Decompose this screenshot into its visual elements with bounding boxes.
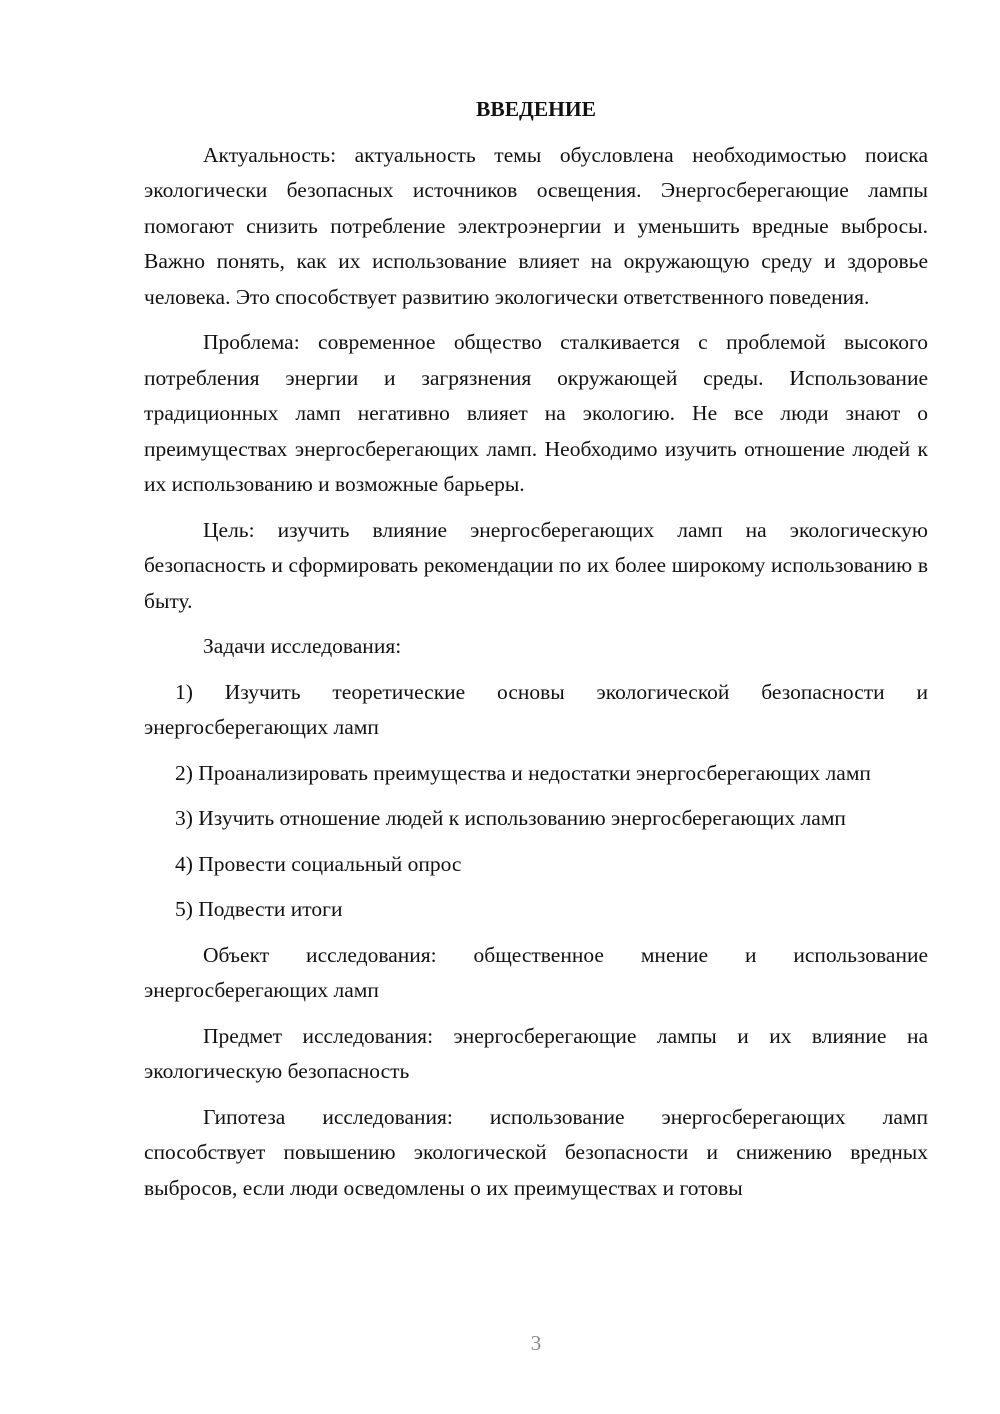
task-item: 5) Подвести итоги (175, 897, 343, 921)
task-item: 2) Проанализировать преимущества и недостатки энергосберегающих ламп (175, 760, 871, 785)
paragraph-relevance: Актуальность: актуальность темы обусловлена необходимостью поиска экологически безопасных источников освещения. Энергосберегающие лампы помогают снизить потребление электроэнергии и уменьшить вредные выбросы. Важно понять, как их использование влияет на окружающую среду и здоровье человека. Это способствует развитию экологически ответственного поведения. (144, 142, 928, 309)
page-number: 3 (530, 1331, 542, 1355)
paragraph-object: Объект исследования: общественное мнение и использование энергосберегающих ламп (144, 942, 928, 1002)
paragraph-goal: Цель: изучить влияние энергосберегающих ламп на экологическую безопасность и сформировать рекомендации по их более широкому использованию в быту. (144, 517, 928, 613)
paragraph-tasks-heading: Задачи исследования: (203, 634, 402, 658)
paragraph-problem: Проблема: современное общество сталкивается с проблемой высокого потребления энергии и загрязнения окружающей среды. Использование традиционных ламп негативно влияет на экологию. Не все люди знают о преимуществах энергосберегающих ламп. Необходимо изучить отношение людей к их использованию и возможные барьеры. (144, 330, 928, 496)
task-item: 4) Провести социальный опрос (175, 851, 462, 876)
paragraph-hypothesis: Гипотеза исследования: использование энергосберегающих ламп способствует повышению экологической безопасности и снижению вредных выбросов, если люди осведомлены о их преимуществах и готовы (144, 1104, 928, 1200)
task-item: 1) Изучить теоретические основы экологической безопасности и энергосберегающих ламп (144, 679, 928, 739)
task-item: 3) Изучить отношение людей к использованию энергосберегающих ламп (175, 806, 846, 830)
document-page (144, 92, 928, 1216)
paragraph-subject: Предмет исследования: энергосберегающие лампы и их влияние на экологическую безопасность (144, 1023, 928, 1083)
page-title: ВВЕДЕНИЕ (476, 97, 596, 121)
